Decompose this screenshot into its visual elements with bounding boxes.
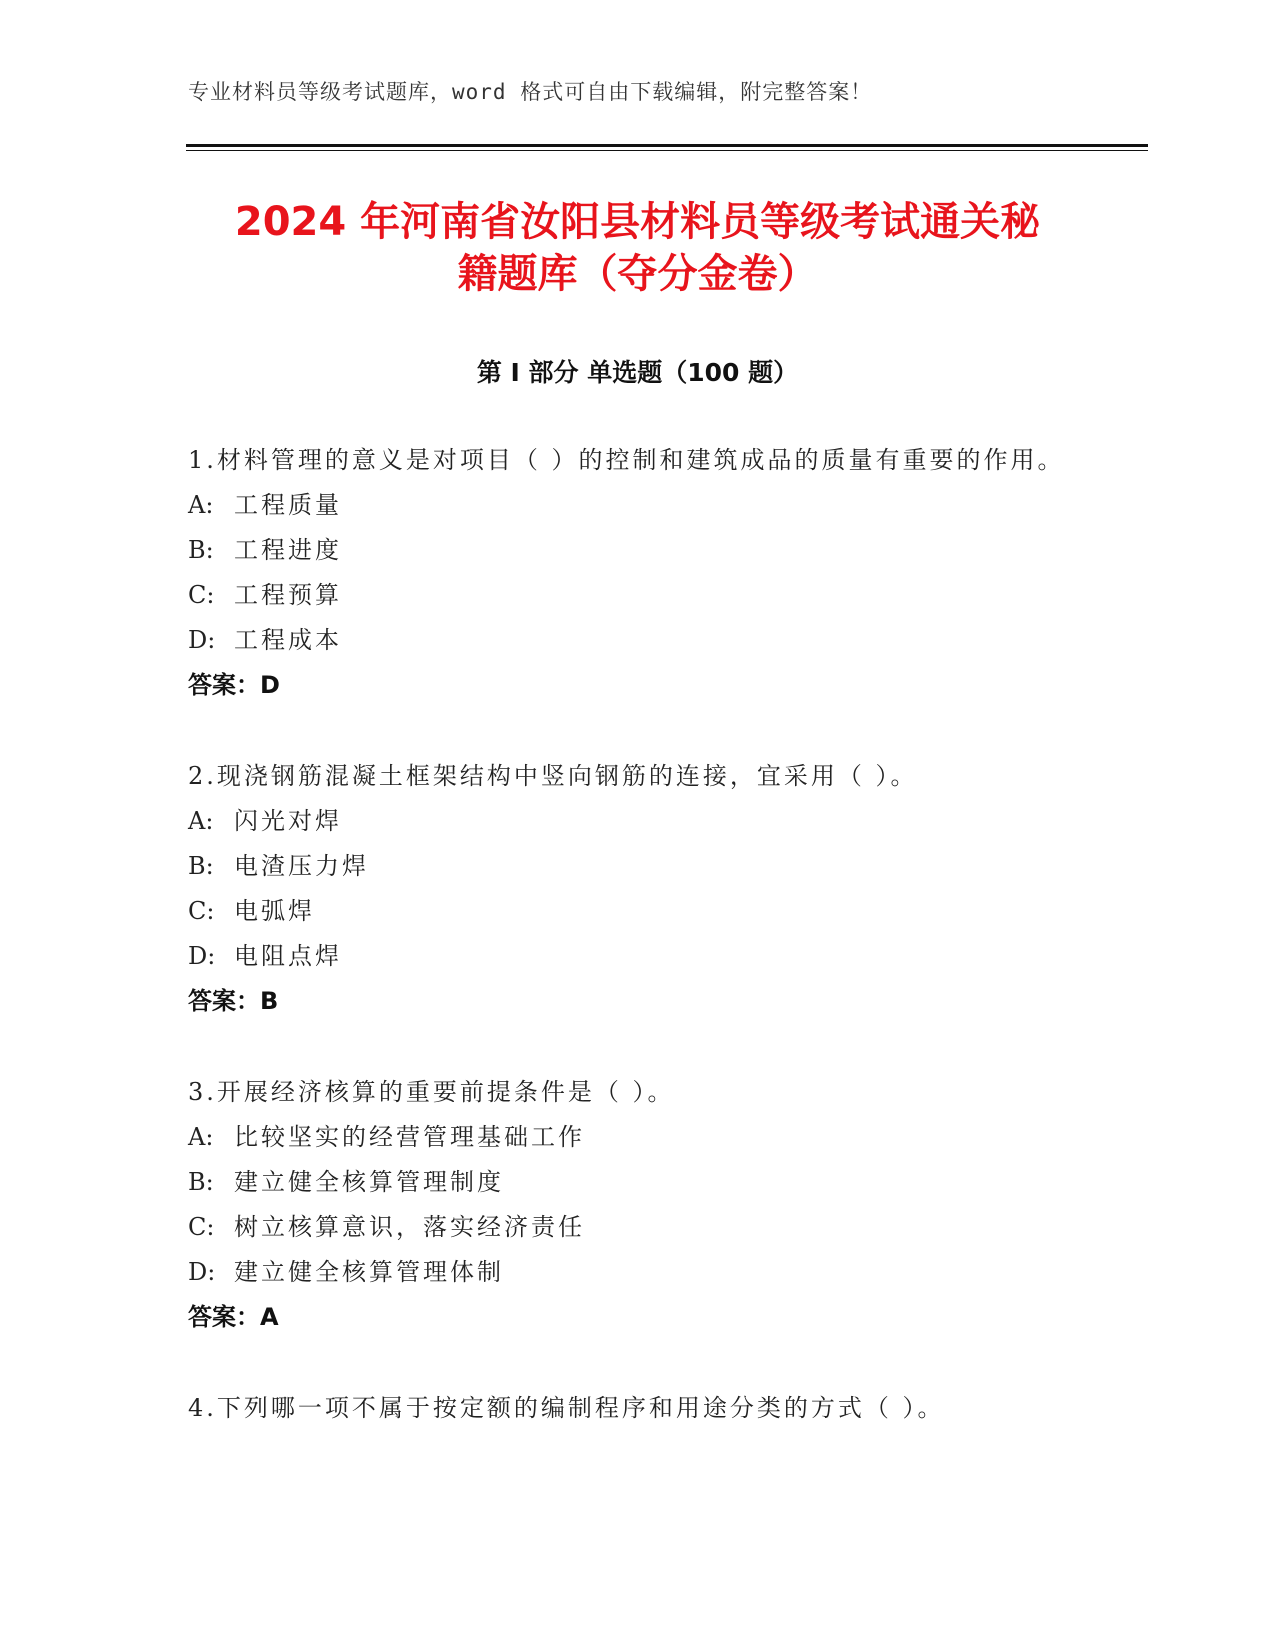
title-line-2: 籍题库（夺分金卷）: [457, 251, 818, 297]
answer-line: [188, 1295, 1088, 1340]
header-rule-thick: [186, 144, 1148, 147]
answer-value: D: [260, 671, 280, 699]
option-key: C:: [188, 897, 215, 925]
option-text: 建立健全核算管理制度: [234, 1168, 504, 1196]
option-key: B:: [188, 852, 214, 880]
option-text: 闪光对焊: [234, 807, 342, 835]
question-stem: 2.现浇钢筋混凝土框架结构中竖向钢筋的连接，宜采用（ ）。: [188, 762, 918, 790]
option-key: B:: [188, 536, 214, 564]
option-d: [188, 618, 1088, 663]
option-c: [188, 573, 1088, 618]
answer-label: 答案：: [188, 671, 260, 699]
option-b: [188, 844, 1088, 889]
option-b: [188, 528, 1088, 573]
question-2: [188, 754, 1088, 1024]
option-c: [188, 1205, 1088, 1250]
option-key: D:: [188, 626, 216, 654]
option-key: C:: [188, 581, 215, 609]
title-line-1: 2024 年河南省汝阳县材料员等级考试通关秘: [234, 199, 1041, 245]
option-key: D:: [188, 942, 216, 970]
question-stem: 1.材料管理的意义是对项目（ ）的控制和建筑成品的质量有重要的作用。: [188, 446, 1065, 474]
option-d: [188, 934, 1088, 979]
answer-line: [188, 979, 1088, 1024]
option-a: [188, 1115, 1088, 1160]
option-key: B:: [188, 1168, 214, 1196]
option-text: 工程预算: [234, 581, 342, 609]
option-key: A:: [188, 807, 214, 835]
option-text: 比较坚实的经营管理基础工作: [234, 1123, 585, 1151]
option-text: 工程进度: [234, 536, 342, 564]
option-text: 电渣压力焊: [234, 852, 369, 880]
question-3: [188, 1070, 1088, 1340]
question-1: [188, 438, 1088, 708]
option-key: A:: [188, 491, 214, 519]
question-stem: 3.开展经济核算的重要前提条件是（ ）。: [188, 1078, 675, 1106]
option-a: [188, 483, 1088, 528]
option-key: A:: [188, 1123, 214, 1151]
section-title: 第 I 部分 单选题（100 题）: [476, 358, 799, 387]
option-a: [188, 799, 1088, 844]
document-title: [150, 196, 1125, 300]
option-text: 树立核算意识，落实经济责任: [234, 1213, 585, 1241]
option-b: [188, 1160, 1088, 1205]
header-note: 专业材料员等级考试题库，word 格式可自由下载编辑，附完整答案！: [188, 80, 873, 104]
option-c: [188, 889, 1088, 934]
option-text: 工程成本: [234, 626, 342, 654]
option-text: 建立健全核算管理体制: [234, 1258, 504, 1286]
option-key: C:: [188, 1213, 215, 1241]
option-d: [188, 1250, 1088, 1295]
answer-value: A: [260, 1303, 279, 1331]
question-4: [188, 1386, 1088, 1431]
question-list: [188, 438, 1088, 1477]
question-stem: 4.下列哪一项不属于按定额的编制程序和用途分类的方式（ ）。: [188, 1394, 945, 1422]
answer-label: 答案：: [188, 1303, 260, 1331]
header-rule-thin: [186, 150, 1148, 151]
option-text: 工程质量: [234, 491, 342, 519]
answer-line: [188, 663, 1088, 708]
option-text: 电弧焊: [234, 897, 315, 925]
option-text: 电阻点焊: [234, 942, 342, 970]
option-key: D:: [188, 1258, 216, 1286]
answer-value: B: [260, 987, 279, 1015]
answer-label: 答案：: [188, 987, 260, 1015]
